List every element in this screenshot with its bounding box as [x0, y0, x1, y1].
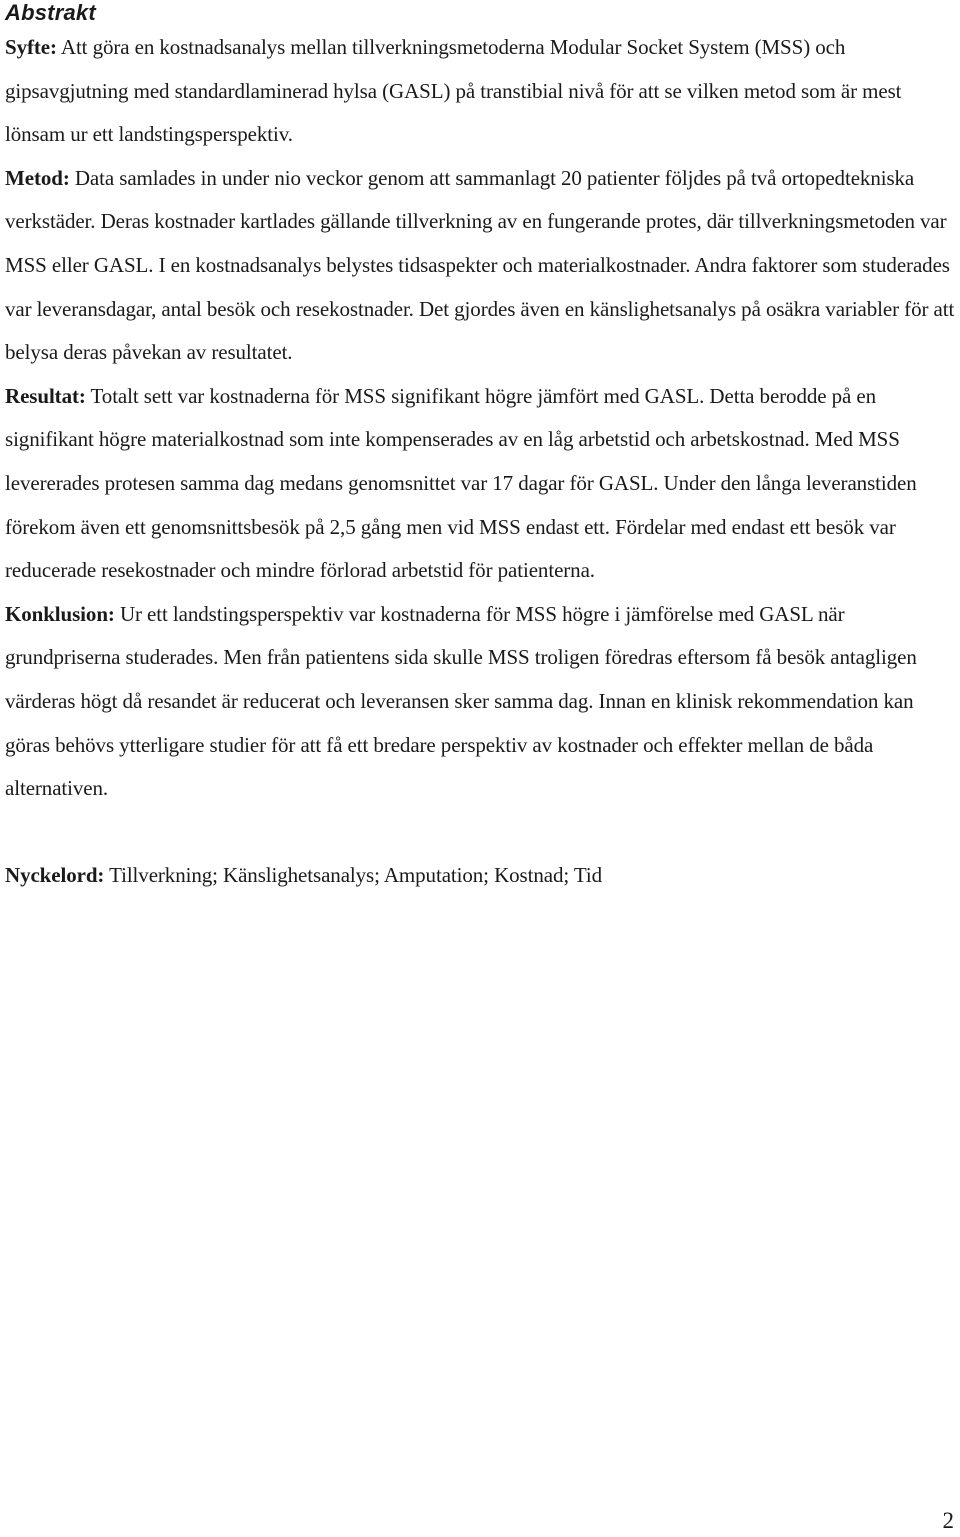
- resultat-text: Totalt sett var kostnaderna för MSS signifikant högre jämfört med GASL. Detta berodde på en signifikant högre materialkostnad som inte kompenserades av en låg arbetstid och arbetskostnad. Med MSS levererades protesen samma dag medans genomsnittet var 17 dagar för GASL. Under den långa leveranstiden förekom även ett genomsnittsbesök på 2,5 gång men vid MSS endast ett. Fördelar med endast ett besök var reducerade resekostnader och mindre förlorad arbetstid för patienterna.: [5, 383, 917, 583]
- page-number: 2: [942, 1508, 954, 1533]
- metod-text: Data samlades in under nio veckor genom att sammanlagt 20 patienter följdes på två ortopedtekniska verkstäder. Deras kostnader kartlades gällande tillverkning av en fungerande protes, där tillverkningsmetoden var MSS eller GASL. I en kostnadsanalys belystes tidsaspekter och materialkostnader. Andra faktorer som studerades var leveransdagar, antal besök och resekostnader. Det gjordes även en känslighetsanalys på osäkra variabler för att belysa deras påvekan av resultatet.: [5, 165, 955, 365]
- keywords-text: Tillverkning; Känslighetsanalys; Amputation; Kostnad; Tid: [104, 862, 602, 887]
- document-page: [5, 0, 955, 897]
- syfte-text: Att göra en kostnadsanalys mellan tillverkningsmetoderna Modular Socket System (MSS) och gipsavgjutning med standardlaminerad hylsa (GASL) på transtibial nivå för att se vilken metod som är mest lönsam ur ett landstingsperspektiv.: [5, 35, 902, 147]
- metod-label: Metod:: [5, 165, 70, 190]
- syfte-label: Syfte:: [5, 35, 57, 59]
- syfte-paragraph: [5, 26, 955, 157]
- konklusion-paragraph: [5, 593, 955, 811]
- metod-paragraph: [5, 157, 955, 375]
- keywords-label: Nyckelord:: [5, 862, 105, 887]
- resultat-label: Resultat:: [5, 383, 86, 408]
- keywords-paragraph: [5, 854, 955, 898]
- resultat-paragraph: [5, 375, 955, 593]
- abstract-heading: Abstrakt: [5, 0, 96, 25]
- konklusion-label: Konklusion:: [5, 601, 115, 626]
- konklusion-text: Ur ett landstingsperspektiv var kostnaderna för MSS högre i jämförelse med GASL när grundpriserna studerades. Men från patientens sida skulle MSS troligen föredras eftersom få besök antagligen värderas högt då resandet är reducerat och leveransen sker samma dag. Innan en klinisk rekommendation kan göras behövs ytterligare studier för att få ett bredare perspektiv av kostnader och effekter mellan de båda alternativen.: [5, 601, 917, 801]
